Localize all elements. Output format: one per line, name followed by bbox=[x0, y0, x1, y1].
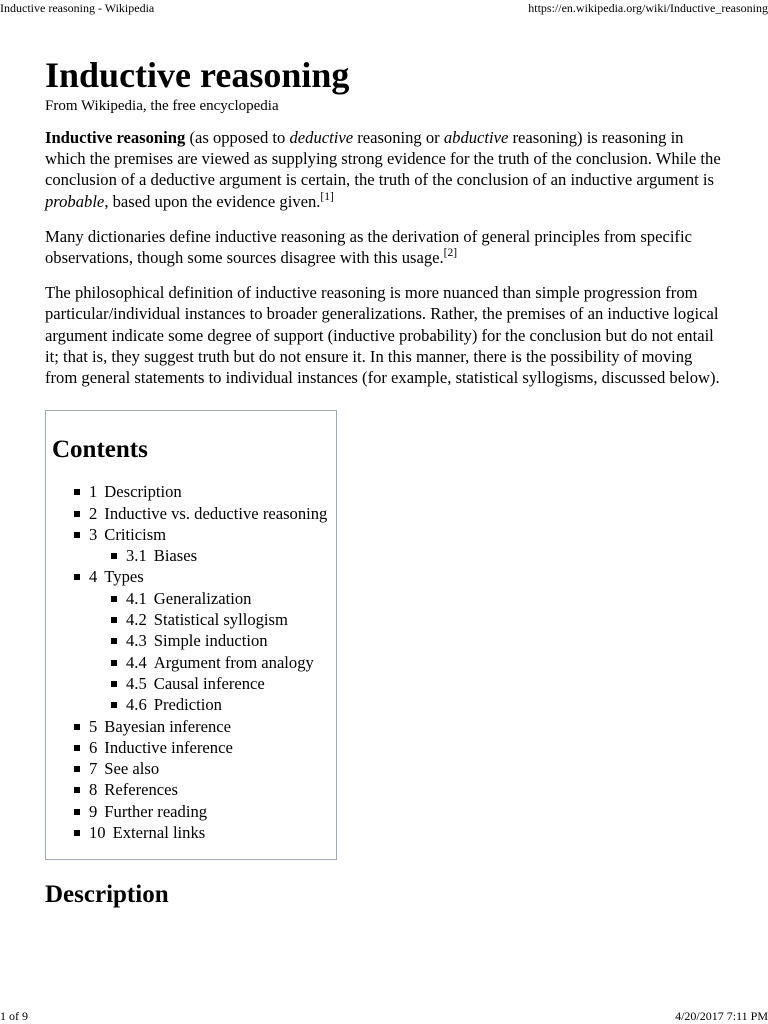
toc-item-generalization[interactable]: 4.1 Generalization bbox=[52, 588, 336, 609]
bullet-icon bbox=[111, 596, 117, 602]
toc-item-simple-induction[interactable]: 4.3 Simple induction bbox=[52, 630, 336, 651]
toc-item-description[interactable]: 1 Description bbox=[52, 481, 336, 502]
print-footer bbox=[0, 1008, 768, 1024]
link-deductive[interactable]: deductive bbox=[289, 128, 354, 147]
p1-text-3: reasoning) is reasoning in which the premises are viewed as supplying strong evidence for the truth of the conclusion. While the conclusion of a deductive argument is certain, the truth of the conclusion of an inductive argument is bbox=[45, 128, 721, 190]
toc-item-criticism[interactable]: 3 Criticism bbox=[52, 524, 336, 545]
print-url: https://en.wikipedia.org/wiki/Inductive_reasoning bbox=[528, 1, 768, 15]
bullet-icon bbox=[74, 830, 80, 836]
print-page-count: 1 of 9 bbox=[0, 1009, 28, 1023]
print-datetime: 4/20/2017 7:11 PM bbox=[675, 1009, 768, 1023]
term-probable: probable bbox=[45, 191, 105, 211]
bullet-icon bbox=[74, 809, 80, 815]
p1-text-2: reasoning or bbox=[353, 128, 444, 147]
toc-item-argument-from-analogy[interactable]: 4.4 Argument from analogy bbox=[52, 652, 336, 673]
toc-title: Contents bbox=[52, 436, 148, 464]
intro-paragraph-2 bbox=[45, 226, 725, 268]
toc-item-references[interactable]: 8 References bbox=[52, 779, 336, 800]
toc-item-statistical-syllogism[interactable]: 4.2 Statistical syllogism bbox=[52, 609, 336, 630]
citation-2[interactable]: [2] bbox=[443, 247, 458, 260]
bullet-icon bbox=[111, 638, 117, 644]
bullet-icon bbox=[74, 532, 80, 538]
bullet-icon bbox=[111, 702, 117, 708]
bullet-icon bbox=[74, 745, 80, 751]
site-tagline: From Wikipedia, the free encyclopedia bbox=[45, 98, 279, 114]
term-bold: Inductive reasoning bbox=[45, 128, 186, 147]
bullet-icon bbox=[74, 511, 80, 517]
p1-text-1: (as opposed to bbox=[185, 128, 290, 147]
page-title: Inductive reasoning bbox=[45, 55, 350, 95]
bullet-icon bbox=[74, 766, 80, 772]
toc-item-inductive-vs-deductive[interactable]: 2 Inductive vs. deductive reasoning bbox=[52, 503, 336, 524]
article-content bbox=[45, 54, 725, 910]
toc-item-types[interactable]: 4 Types bbox=[52, 566, 336, 587]
bullet-icon bbox=[111, 617, 117, 623]
bullet-icon bbox=[74, 489, 80, 495]
table-of-contents bbox=[45, 410, 337, 860]
print-page-title: Inductive reasoning - Wikipedia bbox=[0, 1, 155, 15]
p1-text-4: , based upon the evidence given. bbox=[104, 191, 321, 211]
toc-item-biases[interactable]: 3.1 Biases bbox=[52, 545, 336, 566]
toc-item-bayesian-inference[interactable]: 5 Bayesian inference bbox=[52, 716, 336, 737]
toc-item-inductive-inference[interactable]: 6 Inductive inference bbox=[52, 737, 336, 758]
toc-item-see-also[interactable]: 7 See also bbox=[52, 758, 336, 779]
bullet-icon bbox=[111, 553, 117, 559]
p2-text: Many dictionaries define inductive reasoning as the derivation of general principles from specific observations, though some sources disagree with this usage. bbox=[45, 226, 692, 268]
link-abductive[interactable]: abductive bbox=[443, 128, 509, 147]
bullet-icon bbox=[111, 660, 117, 666]
bullet-icon bbox=[74, 787, 80, 793]
toc-list bbox=[52, 481, 336, 843]
section-heading-description: Description bbox=[45, 881, 169, 909]
intro-paragraph-3: The philosophical definition of inductive reasoning is more nuanced than simple progression from particular/individual instances to broader generalizations. Rather, the premises of an inductive logical argument indicate some degree of support (inductive probability) for the conclusion but do not entail it; that is, they suggest truth but do not ensure it. In this manner, there is the possibility of moving from general statements to individual instances (for example, statistical syllogisms, discussed below). bbox=[45, 283, 720, 388]
toc-item-further-reading[interactable]: 9 Further reading bbox=[52, 801, 336, 822]
toc-item-prediction[interactable]: 4.6 Prediction bbox=[52, 694, 336, 715]
intro-paragraph-1 bbox=[45, 127, 725, 212]
bullet-icon bbox=[111, 681, 117, 687]
print-header bbox=[0, 0, 768, 16]
toc-item-causal-inference[interactable]: 4.5 Causal inference bbox=[52, 673, 336, 694]
citation-1[interactable]: [1] bbox=[320, 190, 334, 203]
bullet-icon bbox=[74, 724, 80, 730]
toc-item-external-links[interactable]: 10 External links bbox=[52, 822, 336, 843]
bullet-icon bbox=[74, 574, 80, 580]
